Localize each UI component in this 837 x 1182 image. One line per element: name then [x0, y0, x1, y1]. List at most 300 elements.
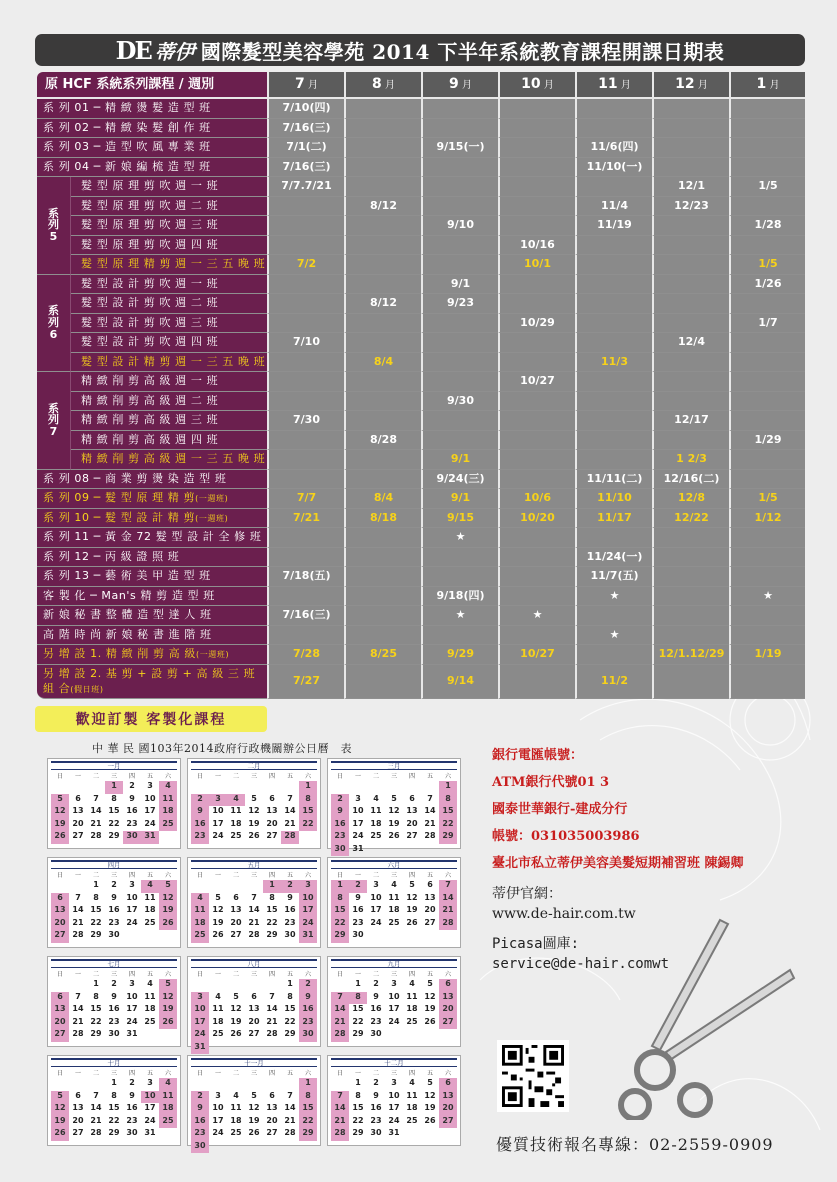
schedule-cell [421, 236, 498, 256]
course-name-text: 客 製 化 ─ Man's 精 剪 造 型 班 [43, 588, 215, 602]
schedule-cell: 12/16(二) [652, 470, 729, 490]
schedule-cell [344, 587, 421, 607]
calendar-day: 1 [263, 880, 281, 893]
calendar-day: 13 [72, 1103, 84, 1112]
course-name-text: 髮 型 設 計 精 剪 週 一 三 五 晚 班 [81, 354, 266, 368]
schedule-cell [575, 411, 652, 431]
calendar-day: 17 [144, 1103, 156, 1112]
calendar-day: 2 [299, 979, 317, 992]
schedule-cell: 8/4 [344, 489, 421, 509]
schedule-cell [498, 216, 575, 236]
course-name-text: 系 列 13 ─ 藝 術 美 甲 造 型 班 [43, 569, 211, 583]
month-calendar-title: 四月 [51, 860, 177, 869]
month-calendar-title: 六月 [331, 860, 457, 869]
calendar-day: 6 [269, 793, 275, 803]
schedule-cell: 8/4 [344, 353, 421, 373]
weekday-label: 二 [372, 872, 379, 879]
weekday-label: 三 [110, 773, 117, 780]
calendar-day: 26 [406, 917, 418, 927]
calendar-day: 16 [191, 1116, 209, 1129]
schedule-cell: 7/2 [267, 255, 344, 275]
schedule-cell [344, 138, 421, 158]
course-name [71, 353, 267, 373]
calendar-day: 14 [90, 806, 102, 815]
calendar-day: 29 [352, 1128, 364, 1137]
weekday-label: 一 [354, 1070, 361, 1077]
schedule-cell [652, 528, 729, 548]
calendar-day: 1 [111, 1078, 117, 1087]
calendar-day: 1 [355, 979, 361, 988]
empty-day [227, 781, 245, 794]
calendar-day: 1 [105, 781, 123, 794]
schedule-cell: 11/3 [575, 353, 652, 373]
calendar-day: 6 [75, 1090, 81, 1100]
course-name [37, 665, 267, 699]
calendar-day: 15 [331, 905, 349, 918]
calendar-day: 9 [355, 892, 361, 902]
phone-number[interactable]: 優質技術報名專線：02-2559-0909 [496, 1135, 774, 1154]
calendar-day: 21 [284, 818, 296, 828]
schedule-cell: 1/7 [729, 314, 805, 334]
calendar-day: 6 [269, 1090, 275, 1100]
calendar-day: 16 [370, 1103, 382, 1112]
weekday-label: 一 [214, 1070, 221, 1077]
schedule-cell [729, 567, 805, 587]
schedule-cell [729, 197, 805, 217]
empty-day [281, 781, 299, 794]
calendar-day: 9 [331, 806, 349, 819]
calendar-day: 21 [424, 818, 436, 828]
calendar-day: 28 [248, 930, 260, 939]
schedule-cell [498, 294, 575, 314]
calendar-day: 11 [159, 1091, 177, 1104]
schedule-cell [421, 197, 498, 217]
course-row [37, 99, 805, 119]
calendar-day: 9 [191, 806, 209, 819]
weekday-label: 六 [444, 872, 451, 879]
weekday-label: 六 [304, 971, 311, 978]
calendar-day: 24 [370, 917, 382, 927]
calendar-day: 28 [90, 831, 102, 840]
course-note: (一週班) [195, 650, 230, 660]
schedule-cell: 10/20 [498, 509, 575, 529]
weekday-label: 日 [336, 773, 343, 780]
schedule-cell [729, 236, 805, 256]
weekday-label: 四 [268, 773, 275, 780]
day-grid [51, 781, 177, 844]
empty-day [209, 781, 227, 794]
course-row [37, 528, 805, 548]
calendar-day: 10 [144, 793, 156, 803]
empty-day [209, 979, 227, 992]
schedule-cell: 11/6(四) [575, 138, 652, 158]
calendar-day: 5 [251, 1090, 257, 1100]
schedule-cell [267, 528, 344, 548]
calendar-day: 18 [159, 806, 177, 819]
weekday-label: 二 [92, 773, 99, 780]
calendar-day: 11 [212, 1004, 224, 1013]
course-name-text: 髮 型 設 計 剪 吹 週 一 班 [81, 276, 219, 290]
calendar-day: 1 [331, 880, 349, 893]
month-calendar-title: 十一月 [191, 1058, 317, 1067]
calendar-day: 18 [230, 1115, 242, 1125]
weekday-label: 三 [250, 872, 257, 879]
calendar-day: 5 [427, 1078, 433, 1087]
schedule-cell: 10/16 [498, 236, 575, 256]
weekday-label: 日 [196, 773, 203, 780]
calendar-day: 16 [331, 819, 349, 832]
schedule-cell [575, 606, 652, 626]
weekday-label: 日 [56, 872, 63, 879]
calendar-day: 4 [409, 1078, 415, 1087]
calendar-day: 15 [352, 1103, 364, 1112]
calendar-day: 31 [141, 831, 159, 844]
weekday-label: 三 [390, 971, 397, 978]
calendar-day: 26 [424, 1016, 436, 1026]
calendar-day: 25 [230, 1128, 242, 1137]
calendar-day: 1 [299, 1078, 317, 1091]
schedule-cell: 8/12 [344, 197, 421, 217]
schedule-cell [729, 99, 805, 119]
weekday-label: 五 [426, 773, 433, 780]
schedule-cell [267, 353, 344, 373]
calendar-day: 8 [299, 1091, 317, 1104]
course-name-text: 精 緻 削 剪 高 級 週 一 三 五 晚 班 [81, 452, 266, 466]
calendar-day: 23 [108, 1016, 120, 1026]
calendar-day: 3 [373, 880, 379, 889]
calendar-day: 7 [93, 1090, 99, 1100]
calendar-day: 10 [388, 1090, 400, 1100]
calendar-day: 4 [409, 979, 415, 988]
calendar-day: 24 [144, 1115, 156, 1125]
calendar-day: 5 [391, 793, 397, 803]
schedule-cell [267, 372, 344, 392]
calendar-day: 20 [266, 818, 278, 828]
schedule-cell [652, 392, 729, 412]
weekday-label: 二 [92, 971, 99, 978]
schedule-cell [498, 119, 575, 139]
schedule-cell: 7/18(五) [267, 567, 344, 587]
calendar-day: 20 [51, 918, 69, 931]
weekday-label: 二 [372, 773, 379, 780]
schedule-cell: 9/30 [421, 392, 498, 412]
course-name-text: 系 列 01 ─ 精 緻 燙 髮 造 型 班 [43, 101, 211, 115]
picasa-label: Picasa圖庫: [492, 936, 580, 952]
course-name [71, 450, 267, 470]
schedule-cell [498, 411, 575, 431]
schedule-cell [652, 314, 729, 334]
schedule-cell [575, 450, 652, 470]
calendar-day: 12 [248, 1103, 260, 1112]
month-calendar-title: 七月 [51, 959, 177, 968]
calendar-day: 12 [212, 905, 224, 914]
schedule-cell [575, 236, 652, 256]
calendar-day: 21 [439, 905, 457, 918]
course-name-text: 髮 型 原 理 剪 吹 週 三 班 [81, 218, 219, 232]
course-name-text: 系 列 02 ─ 精 緻 染 髮 創 作 班 [43, 120, 211, 134]
month-calendar [327, 956, 461, 1047]
calendar-day: 29 [352, 1029, 364, 1038]
calendar-day: 12 [51, 1103, 69, 1116]
month-calendar [187, 956, 321, 1051]
course-name [37, 470, 267, 490]
schedule-cell [575, 333, 652, 353]
calendar-day: 15 [439, 806, 457, 819]
calendar-day: 30 [108, 1029, 120, 1038]
calendar-day: 22 [108, 818, 120, 828]
schedule-cell [652, 99, 729, 119]
weekday-label: 二 [92, 872, 99, 879]
course-name-text: 精 緻 削 剪 高 級 週 二 班 [81, 393, 219, 407]
calendar-day: 9 [111, 892, 117, 902]
course-row [37, 158, 805, 178]
schedule-cell [652, 665, 729, 699]
schedule-cell: 7/21 [267, 509, 344, 529]
schedule-cell: ★ [421, 606, 498, 626]
calendar-day: 22 [331, 918, 349, 931]
calendar-day: 18 [159, 1103, 177, 1116]
month-header-7: 1 月 [729, 72, 805, 99]
schedule-cell: 12/4 [652, 333, 729, 353]
month-calendar [187, 1055, 321, 1150]
course-name [37, 138, 267, 158]
calendar-day: 7 [287, 1090, 293, 1100]
schedule-cell: 7/27 [267, 665, 344, 699]
schedule-cell [421, 411, 498, 431]
month-unit: 月 [381, 80, 395, 92]
calendar-day: 2 [129, 781, 135, 790]
calendar-day: 18 [212, 1016, 224, 1026]
calendar-day: 22 [284, 1016, 296, 1026]
calendar-day: 29 [299, 1128, 317, 1141]
empty-day [281, 1078, 299, 1091]
weekday-row [51, 771, 177, 780]
calendar-day: 1 [299, 781, 317, 794]
course-name-text: 系 列 12 ─ 丙 級 證 照 班 [43, 549, 180, 563]
calendar-day: 15 [266, 905, 278, 914]
weekday-row [51, 969, 177, 978]
calendar-day: 4 [191, 893, 209, 906]
weekday-row [331, 771, 457, 780]
calendar-day: 19 [159, 905, 177, 918]
calendar-day: 30 [331, 844, 349, 857]
website-url[interactable]: www.de-hair.com.tw [492, 906, 636, 922]
weekday-label: 二 [232, 971, 239, 978]
calendar-day: 17 [388, 1103, 400, 1112]
bank-info [492, 742, 744, 877]
calendar-day: 20 [424, 905, 436, 914]
calendar-day: 5 [51, 1091, 69, 1104]
schedule-cell: 9/1 [421, 450, 498, 470]
calendar-day: 27 [248, 1029, 260, 1038]
month-calendar [187, 758, 321, 849]
calendar-day: 2 [129, 1078, 135, 1087]
schedule-cell: 7/28 [267, 645, 344, 665]
calendar-day: 25 [159, 819, 177, 832]
weekday-row [51, 1068, 177, 1077]
schedule-cell [729, 392, 805, 412]
weekday-row [191, 870, 317, 879]
schedule-cell: 11/10(一) [575, 158, 652, 178]
weekday-label: 六 [304, 1070, 311, 1077]
calendar-day: 13 [72, 806, 84, 815]
weekday-label: 六 [304, 872, 311, 879]
weekday-label: 六 [304, 773, 311, 780]
course-row [37, 197, 805, 217]
calendar-day: 8 [439, 794, 457, 807]
calendar-day: 27 [266, 1128, 278, 1137]
calendar-day: 18 [144, 1004, 156, 1013]
qr-pattern [502, 1045, 564, 1107]
qr-code[interactable] [497, 1040, 569, 1112]
course-row [37, 450, 805, 470]
calendar-day: 21 [72, 917, 84, 927]
schedule-cell [421, 431, 498, 451]
course-name [71, 411, 267, 431]
calendar-day: 7 [439, 880, 457, 893]
weekday-label: 三 [250, 773, 257, 780]
calendar-day: 10 [212, 806, 224, 815]
calendar-day: 26 [230, 1029, 242, 1038]
schedule-cell: 11/19 [575, 216, 652, 236]
course-row [37, 470, 805, 490]
weekday-label: 四 [128, 872, 135, 879]
course-name [37, 645, 267, 665]
course-name [37, 548, 267, 568]
calendar-day: 10 [370, 892, 382, 902]
calendar-day: 13 [406, 806, 418, 815]
weekday-label: 三 [110, 872, 117, 879]
calendar-day: 8 [111, 793, 117, 803]
weekday-label: 四 [408, 872, 415, 879]
calendar-day: 17 [126, 1004, 138, 1013]
schedule-cell [498, 626, 575, 646]
schedule-cell: 1/5 [729, 177, 805, 197]
calendar-day: 15 [108, 806, 120, 815]
course-name-text: 髮 型 原 理 剪 吹 週 一 班 [81, 179, 219, 193]
calendar-day: 24 [191, 1029, 209, 1042]
calendar-day: 9 [191, 1103, 209, 1116]
course-name [71, 197, 267, 217]
calendar-day: 27 [51, 1029, 69, 1042]
schedule-cell [421, 158, 498, 178]
empty-day [227, 979, 245, 992]
calendar-day: 26 [424, 1115, 436, 1125]
month-unit: 月 [540, 80, 554, 92]
weekday-row [331, 969, 457, 978]
calendar-day: 1 [287, 979, 293, 988]
schedule-cell [498, 197, 575, 217]
calendar-day: 7 [287, 793, 293, 803]
page-title: 國際髮型美容學苑 2014 下半年系統教育課程開課日期表 [200, 39, 725, 64]
weekday-label: 日 [56, 773, 63, 780]
schedule-cell [652, 548, 729, 568]
schedule-cell [344, 548, 421, 568]
weekday-label: 六 [164, 971, 171, 978]
calendar-day: 29 [266, 930, 278, 939]
schedule-cell: 7/16(三) [267, 158, 344, 178]
schedule-cell: 7/16(三) [267, 606, 344, 626]
course-name-text: 新 娘 秘 書 整 體 造 型 達 人 班 [43, 608, 212, 622]
course-name-text: 另 增 設 1. 精 緻 削 剪 高 級 [43, 647, 196, 661]
schedule-cell [498, 450, 575, 470]
calendar-day: 14 [284, 1103, 296, 1112]
weekday-label: 五 [426, 1070, 433, 1077]
schedule-cell: 11/17 [575, 509, 652, 529]
calendar-day: 11 [230, 806, 242, 815]
schedule-cell [267, 431, 344, 451]
schedule-cell: 9/29 [421, 645, 498, 665]
empty-day [51, 880, 69, 893]
empty-day [227, 880, 245, 893]
schedule-cell [344, 567, 421, 587]
calendar-day: 25 [230, 831, 242, 840]
weekday-label: 日 [196, 971, 203, 978]
calendar-day: 11 [230, 1103, 242, 1112]
schedule-cell [575, 372, 652, 392]
weekday-label: 一 [214, 971, 221, 978]
calendar-day: 25 [144, 1016, 156, 1026]
calendar-day: 24 [144, 818, 156, 828]
schedule-cell: 9/15(一) [421, 138, 498, 158]
month-header-1: 7 月 [267, 72, 344, 99]
month-calendar [47, 857, 181, 948]
weekday-label: 日 [196, 872, 203, 879]
course-name-text: 髮 型 設 計 剪 吹 週 四 班 [81, 335, 219, 349]
picasa-email[interactable]: service@de-hair.comwt [492, 956, 670, 972]
course-name [37, 626, 267, 646]
calendar-day: 1 [93, 979, 99, 988]
calendar-day: 6 [51, 992, 69, 1005]
course-name-text: 高 階 時 尚 新 娘 秘 書 進 階 班 [43, 627, 212, 641]
weekday-row [331, 870, 457, 879]
course-name [71, 255, 267, 275]
empty-day [51, 781, 69, 794]
day-grid [51, 1078, 177, 1141]
calendar-day: 16 [191, 819, 209, 832]
course-row [37, 216, 805, 236]
calendar-day: 30 [126, 1128, 138, 1137]
course-row [37, 255, 805, 275]
calendar-day: 21 [331, 1116, 349, 1129]
schedule-cell [344, 372, 421, 392]
schedule-cell [498, 138, 575, 158]
calendar-day: 5 [51, 794, 69, 807]
schedule-cell [421, 99, 498, 119]
calendar-day: 21 [284, 1115, 296, 1125]
weekday-label: 五 [146, 872, 153, 879]
course-row [37, 372, 805, 392]
calendar-day: 27 [424, 917, 436, 927]
weekday-label: 日 [336, 872, 343, 879]
calendar-day: 11 [191, 905, 209, 918]
empty-day [191, 781, 209, 794]
month-calendar [327, 857, 461, 948]
calendar-day: 25 [159, 1116, 177, 1129]
logo [116, 36, 195, 65]
holiday-calendar-grid [47, 758, 463, 1150]
month-calendar-title: 二月 [191, 761, 317, 770]
schedule-cell [652, 236, 729, 256]
schedule-cell [575, 99, 652, 119]
calendar-day: 26 [159, 918, 177, 931]
calendar-day: 8 [111, 1090, 117, 1100]
month-calendar-title: 五月 [191, 860, 317, 869]
course-row [37, 138, 805, 158]
calendar-day: 13 [248, 1004, 260, 1013]
course-row [37, 509, 805, 529]
calendar-day: 6 [251, 991, 257, 1001]
